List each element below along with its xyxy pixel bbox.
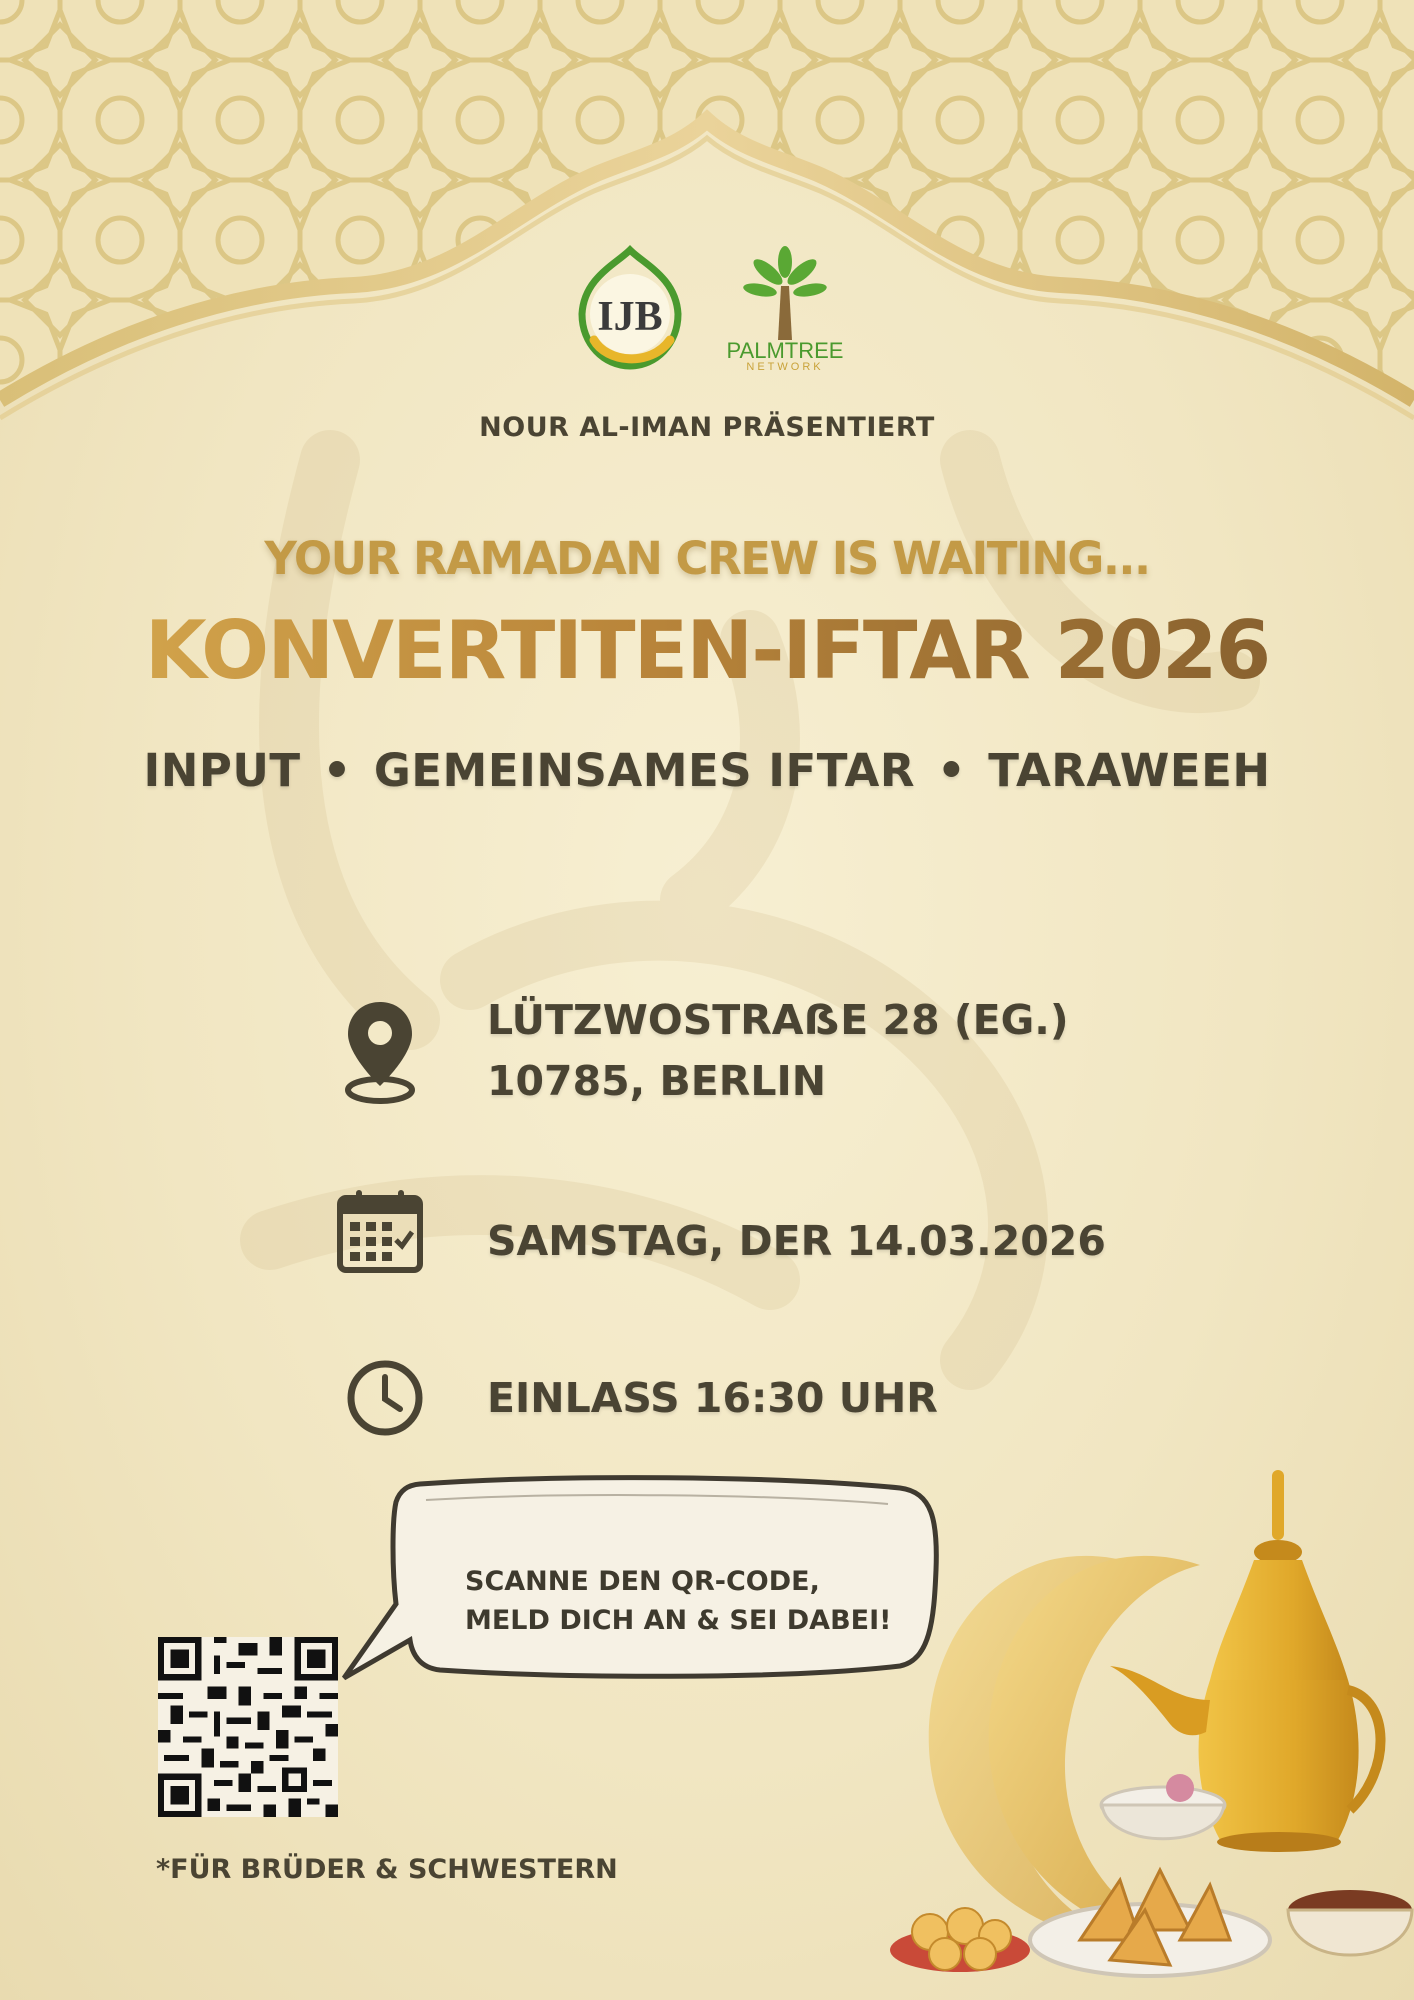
svg-text:PALMTREE: PALMTREE <box>726 338 844 363</box>
tagline-item: TARAWEEH <box>988 744 1271 797</box>
calendar-icon <box>336 1188 424 1274</box>
svg-text:IJB: IJB <box>597 294 663 340</box>
address-line-city: 10785, BERLIN <box>487 1057 827 1105</box>
qr-code[interactable] <box>158 1637 338 1817</box>
entry-time: EINLASS 16:30 UHR <box>487 1374 938 1422</box>
location-pin-icon <box>344 998 416 1104</box>
presenter-line: NOUR AL-IMAN PRÄSENTIERT <box>479 412 935 443</box>
clock-icon <box>346 1359 424 1437</box>
address-line-street: LÜTZWOSTRAẞE 28 (EG.) <box>487 996 1069 1044</box>
tagline-item: INPUT <box>143 744 301 797</box>
audience-note: *FÜR BRÜDER & SCHWESTERN <box>156 1854 618 1885</box>
tagline-item: GEMEINSAMES IFTAR <box>373 744 915 797</box>
address <box>487 990 1069 1112</box>
tagline-separator: • <box>322 744 352 797</box>
tagline-separator: • <box>936 744 967 797</box>
iftar-food-illustration <box>880 1470 1414 2000</box>
event-subtitle: YOUR RAMADAN CREW IS WAITING... <box>264 532 1150 585</box>
ijb-logo <box>570 244 690 372</box>
program-tagline <box>0 744 1414 797</box>
cta-line: MELD DICH AN & SEI DABEI! <box>465 1605 892 1636</box>
cta-line: SCANNE DEN QR-CODE, <box>465 1566 820 1597</box>
qr-call-to-action <box>465 1562 891 1640</box>
palmtree-logo <box>720 244 850 372</box>
svg-text:NETWORK: NETWORK <box>746 361 824 372</box>
event-date: SAMSTAG, DER 14.03.2026 <box>487 1217 1106 1265</box>
event-title: KONVERTITEN-IFTAR 2026 <box>0 604 1414 697</box>
partner-logos <box>570 244 860 374</box>
